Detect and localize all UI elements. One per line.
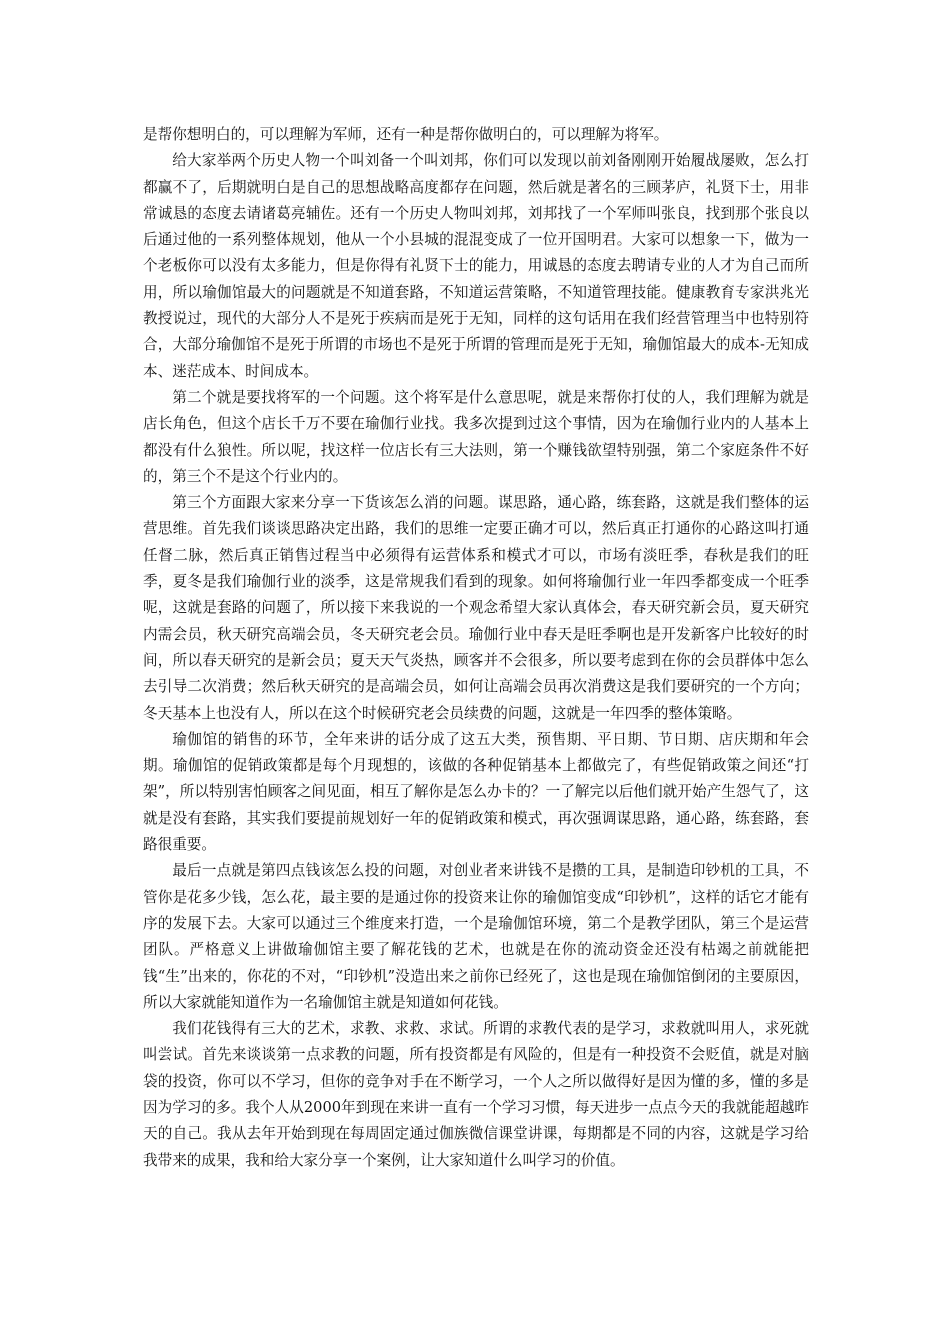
paragraph-investment: 最后一点就是第四点钱该怎么投的问题，对创业者来讲钱不是攒的工具，是制造印钞机的工具，不管你是花多少钱，怎么花，最主要的是通过你的投资来让你的瑜伽馆变成“印钞机”，这样的话它才能有序的发展下去。大家可以通过三个维度来打造，一个是瑜伽馆环境，第二个是教学团队，第三个是运营团队。严格意义上讲做瑜伽馆主要了解花钱的艺术，也就是在你的流动资金还没有枯竭之前就能把钱“生”出来的，你花的不对，“印钞机”没造出来之前你已经死了，这也是现在瑜伽馆倒闭的主要原因，所以大家就能知道作为一名瑜伽馆主就是知道如何花钱。 <box>143 862 809 1011</box>
paragraph-general: 第二个就是要找将军的一个问题。这个将军是什么意思呢，就是来帮你打仗的人，我们理解为就是店长角色，但这个店长千万不要在瑜伽行业找。我多次提到过这个事情，因为在瑜伽行业内的人基本上都没有什么狼性。所以呢，找这样一位店长有三大法则，第一个赚钱欲望特别强，第二个家庭条件不好的，第三个不是这个行业内的。 <box>143 388 809 485</box>
paragraph-sales-periods: 瑜伽馆的销售的环节，全年来讲的话分成了这五大类，预售期、平日期、节日期、店庆期和年会期。瑜伽馆的促销政策都是每个月现想的，该做的各种促销基本上都做完了，有些促销政策之间还“打架”，所以特别害怕顾客之间见面，相互了解你是怎么办卡的？一了解完以后他们就开始产生怨气了，这就是没有套路，其实我们要提前规划好一年的促销政策和模式，再次强调谋思路，通心路，练套路，套路很重要。 <box>143 730 809 854</box>
paragraph-continued: 是帮你想明白的，可以理解为军师，还有一种是帮你做明白的，可以理解为将军。 <box>143 126 669 143</box>
paragraph-sales-strategy: 第三个方面跟大家来分享一下货该怎么消的问题。谋思路，通心路，练套路，这就是我们整体的运营思维。首先我们谈谈思路决定出路，我们的思维一定要正确才可以，然后真正打通你的心路这叫打通任督二脉，然后真正销售过程当中必须得有运营体系和模式才可以，市场有淡旺季，春秋是我们的旺季，夏冬是我们瑜伽行业的淡季，这是常规我们看到的现象。如何将瑜伽行业一年四季都变成一个旺季呢，这就是套路的问题了，所以接下来我说的一个观念希望大家认真体会，春天研究新会员，夏天研究内需会员，秋天研究高端会员，冬天研究老会员。瑜伽行业中春天是旺季啊也是开发新客户比较好的时间，所以春天研究的是新会员；夏天天气炎热，顾客并不会很多，所以要考虑到在你的会员群体中怎么去引导二次消费；然后秋天研究的是高端会员，如何让高端会员再次消费这是我们要研究的一个方向；冬天基本上也没有人，所以在这个时候研究老会员续费的问题，这就是一年四季的整体策略。 <box>143 494 809 722</box>
paragraph-liubei-liubang: 给大家举两个历史人物一个叫刘备一个叫刘邦，你们可以发现以前刘备刚刚开始履战屡败，怎么打都赢不了，后期就明白是自己的思想战略高度都存在问题，然后就是著名的三顾茅庐，礼贤下士，用非常诚恳的态度去请诸葛亮辅佐。还有一个历史人物叫刘邦，刘邦找了一个军师叫张良，找到那个张良以后通过他的一系列整体规划，他从一个小县城的混混变成了一位开国明君。大家可以想象一下，做为一个老板你可以没有太多能力，但是你得有礼贤下士的能力，用诚恳的态度去聘请专业的人才为自己而所用，所以瑜伽馆最大的问题就是不知道套路，不知道运营策略，不知道管理技能。健康教育专家洪兆光教授说过，现代的大部分人不是死于疾病而是死于无知，同样的这句话用在我们经营管理当中也特别符合，大部分瑜伽馆不是死于所谓的市场也不是死于所谓的管理而是死于无知，瑜伽馆最大的成本-无知成本、迷茫成本、时间成本。 <box>143 152 809 380</box>
paragraph-spending-art: 我们花钱得有三大的艺术，求教、求救、求试。所谓的求教代表的是学习，求救就叫用人，求死就叫尝试。首先来谈谈第一点求教的问题，所有投资都是有风险的，但是有一种投资不会贬值，就是对脑袋的投资，你可以不学习，但你的竞争对手在不断学习，一个人之所以做得好是因为懂的多，懂的多是因为学习的多。我个人从2000年到现在来讲一直有一个学习习惯，每天进步一点点今天的我就能超越昨天的自己。我从去年开始到现在每周固定通过伽族微信课堂讲课，每期都是不同的内容，这就是学习给我带来的成果，我和给大家分享一个案例，让大家知道什么叫学习的价值。 <box>143 1020 809 1169</box>
document-body <box>143 122 809 1174</box>
